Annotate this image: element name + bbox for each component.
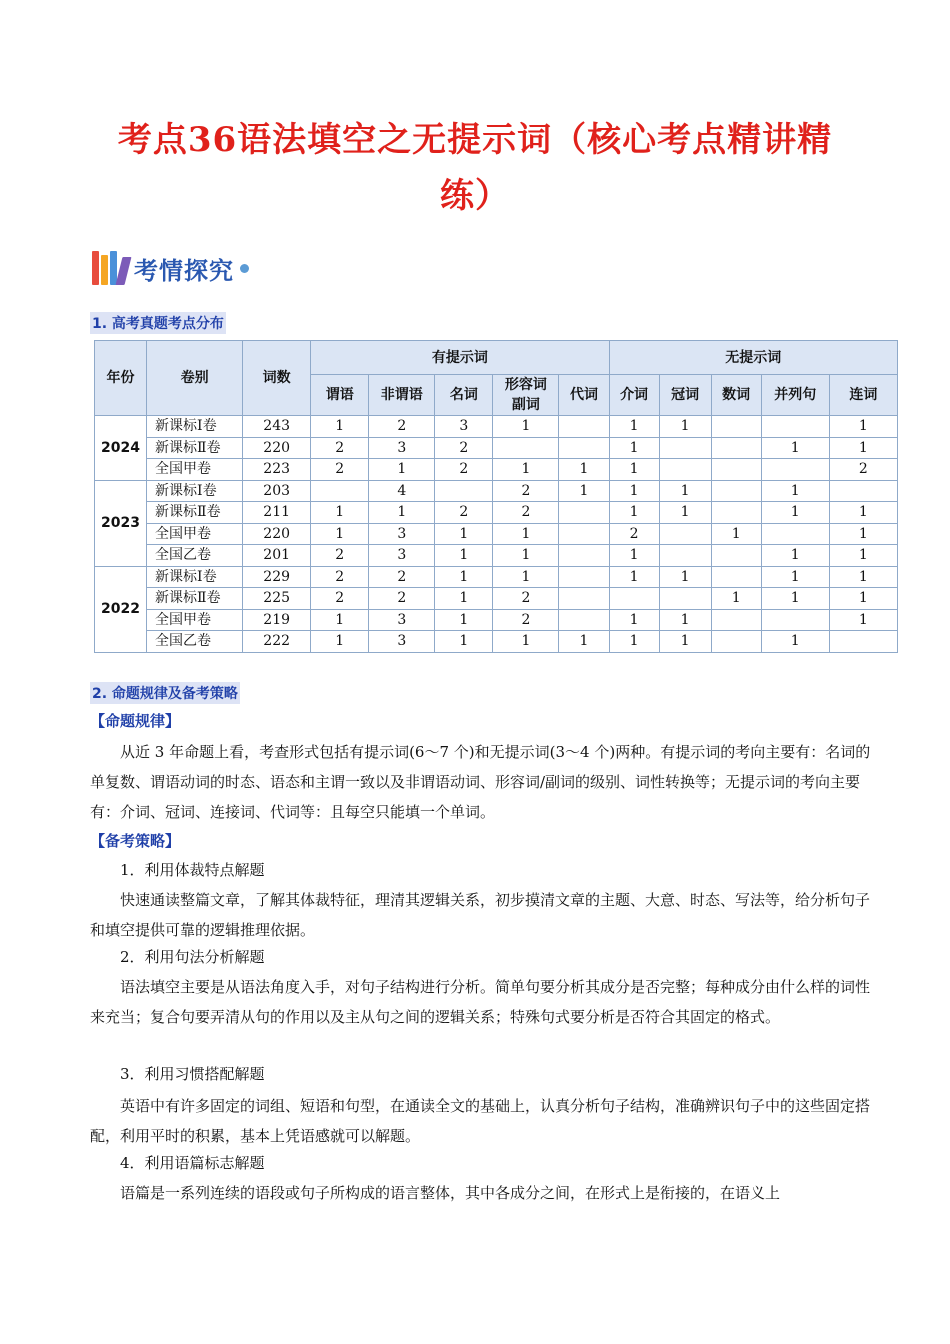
value-cell: 1 (311, 523, 369, 545)
value-cell: 1 (761, 545, 829, 567)
value-cell (659, 459, 711, 481)
value-cell: 1 (659, 609, 711, 631)
value-cell: 1 (559, 480, 609, 502)
value-cell: 2 (829, 459, 897, 481)
value-cell: 2 (493, 502, 559, 524)
strategy-1-text: 快速通读整篇文章，了解其体裁特征，理清其逻辑关系，初步摸清文章的主题、大意、时态、写法等，给分析句子和填空提供可靠的逻辑推理依据。 (90, 891, 871, 939)
count-cell: 229 (243, 566, 311, 588)
paper-cell: 全国甲卷 (147, 523, 243, 545)
count-cell: 225 (243, 588, 311, 610)
count-cell: 203 (243, 480, 311, 502)
strategy-4-text: 语篇是一系列连续的语段或句子所构成的语言整体，其中各成分之间，在形式上是衔接的，在语义上 (120, 1184, 781, 1202)
table-row (95, 588, 898, 610)
paper-cell: 新课标Ⅰ卷 (147, 566, 243, 588)
count-cell: 219 (243, 609, 311, 631)
header-hint-col: 名词 (435, 375, 493, 416)
value-cell: 2 (493, 588, 559, 610)
value-cell (711, 437, 761, 459)
value-cell: 1 (829, 545, 897, 567)
title-line-1: 考点36语法填空之无提示词（核心考点精讲精 (117, 120, 833, 160)
value-cell: 3 (369, 609, 435, 631)
value-cell (711, 545, 761, 567)
value-cell (559, 523, 609, 545)
value-cell: 3 (369, 631, 435, 653)
strategy-3-title: 3．利用习惯搭配解题 (120, 1065, 265, 1083)
page-title (60, 112, 890, 224)
value-cell: 1 (435, 588, 493, 610)
value-cell: 1 (609, 545, 659, 567)
value-cell: 1 (311, 502, 369, 524)
value-cell: 1 (435, 566, 493, 588)
header-hint-col: 谓语 (311, 375, 369, 416)
table-row (95, 459, 898, 481)
value-cell (311, 480, 369, 502)
value-cell (659, 523, 711, 545)
value-cell: 1 (829, 502, 897, 524)
value-cell (711, 609, 761, 631)
value-cell: 1 (609, 416, 659, 438)
value-cell: 2 (609, 523, 659, 545)
count-cell: 211 (243, 502, 311, 524)
header-count: 词数 (243, 341, 311, 416)
value-cell: 2 (435, 437, 493, 459)
value-cell: 1 (435, 609, 493, 631)
section-banner (92, 248, 249, 288)
paper-cell: 新课标Ⅰ卷 (147, 416, 243, 438)
book-spine (92, 251, 99, 285)
paper-cell: 新课标Ⅰ卷 (147, 480, 243, 502)
value-cell (761, 609, 829, 631)
value-cell (559, 609, 609, 631)
year-cell: 2024 (95, 416, 147, 481)
value-cell: 2 (311, 566, 369, 588)
table-row (95, 437, 898, 459)
value-cell: 1 (761, 631, 829, 653)
paper-cell: 全国乙卷 (147, 631, 243, 653)
table-row (95, 480, 898, 502)
count-cell: 243 (243, 416, 311, 438)
value-cell: 1 (711, 588, 761, 610)
table-row (95, 545, 898, 567)
value-cell: 1 (659, 566, 711, 588)
value-cell (435, 480, 493, 502)
value-cell: 1 (659, 416, 711, 438)
book-spine (116, 257, 132, 285)
value-cell: 1 (761, 480, 829, 502)
value-cell: 1 (761, 566, 829, 588)
header-hint-col: 代词 (559, 375, 609, 416)
value-cell (659, 545, 711, 567)
value-cell: 1 (493, 545, 559, 567)
value-cell: 1 (435, 523, 493, 545)
paper-cell: 新课标Ⅱ卷 (147, 502, 243, 524)
header-group-hint: 有提示词 (311, 341, 609, 375)
value-cell: 1 (829, 566, 897, 588)
value-cell: 2 (435, 459, 493, 481)
header-year: 年份 (95, 341, 147, 416)
value-cell (761, 459, 829, 481)
books-icon (92, 251, 130, 285)
value-cell: 1 (659, 631, 711, 653)
value-cell (609, 588, 659, 610)
header-nohint-col: 数词 (711, 375, 761, 416)
value-cell: 1 (761, 502, 829, 524)
value-cell: 1 (493, 523, 559, 545)
value-cell: 1 (559, 459, 609, 481)
book-spine (101, 255, 108, 285)
value-cell: 1 (829, 609, 897, 631)
value-cell (829, 631, 897, 653)
value-cell: 1 (435, 545, 493, 567)
count-cell: 223 (243, 459, 311, 481)
value-cell: 2 (311, 545, 369, 567)
value-cell: 1 (711, 523, 761, 545)
value-cell: 1 (493, 631, 559, 653)
value-cell: 1 (609, 566, 659, 588)
header-group-nohint: 无提示词 (609, 341, 897, 375)
banner-title: 考情探究 (134, 256, 234, 285)
paper-cell: 全国甲卷 (147, 609, 243, 631)
value-cell: 1 (761, 588, 829, 610)
value-cell: 2 (369, 416, 435, 438)
value-cell: 3 (435, 416, 493, 438)
value-cell: 2 (493, 609, 559, 631)
value-cell: 1 (435, 631, 493, 653)
value-cell: 1 (311, 416, 369, 438)
header-paper: 卷别 (147, 341, 243, 416)
value-cell (761, 523, 829, 545)
value-cell: 1 (559, 631, 609, 653)
value-cell (559, 437, 609, 459)
value-cell (829, 480, 897, 502)
value-cell: 1 (829, 437, 897, 459)
value-cell (659, 437, 711, 459)
section-1-heading: 1. 高考真题考点分布 (90, 312, 226, 334)
dot-icon (240, 264, 249, 273)
table-row (95, 523, 898, 545)
value-cell: 1 (311, 609, 369, 631)
paper-cell: 新课标Ⅱ卷 (147, 588, 243, 610)
value-cell: 1 (609, 480, 659, 502)
strategy-1-title: 1．利用体裁特点解题 (120, 861, 265, 879)
header-hint-col: 形容词副词 (493, 375, 559, 416)
value-cell: 1 (609, 631, 659, 653)
value-cell: 2 (311, 588, 369, 610)
value-cell (711, 480, 761, 502)
paper-cell: 新课标Ⅱ卷 (147, 437, 243, 459)
header-nohint-col: 并列句 (761, 375, 829, 416)
header-hint-col: 非谓语 (369, 375, 435, 416)
value-cell (493, 437, 559, 459)
value-cell: 1 (609, 502, 659, 524)
value-cell: 2 (311, 459, 369, 481)
value-cell: 1 (659, 502, 711, 524)
section-2-heading: 2. 命题规律及备考策略 (90, 682, 240, 704)
strategy-4-title: 4．利用语篇标志解题 (120, 1154, 265, 1172)
value-cell: 1 (311, 631, 369, 653)
year-cell: 2022 (95, 566, 147, 652)
paper-cell: 全国甲卷 (147, 459, 243, 481)
value-cell: 2 (369, 566, 435, 588)
value-cell: 1 (493, 416, 559, 438)
value-cell: 1 (609, 459, 659, 481)
header-nohint-col: 冠词 (659, 375, 711, 416)
value-cell (711, 416, 761, 438)
header-nohint-col: 介词 (609, 375, 659, 416)
value-cell (559, 566, 609, 588)
value-cell: 1 (609, 437, 659, 459)
value-cell (711, 566, 761, 588)
table-row (95, 502, 898, 524)
value-cell (559, 502, 609, 524)
value-cell: 2 (311, 437, 369, 459)
year-cell: 2023 (95, 480, 147, 566)
value-cell: 1 (659, 480, 711, 502)
count-cell: 201 (243, 545, 311, 567)
value-cell (711, 502, 761, 524)
count-cell: 220 (243, 437, 311, 459)
value-cell: 2 (493, 480, 559, 502)
strategy-2-text: 语法填空主要是从语法角度入手，对句子结构进行分析。简单句要分析其成分是否完整；每种成分由什么样的词性来充当；复合句要弄清从句的作用以及主从句之间的逻辑关系；特殊句式要分析是否符合其固定的格式。 (90, 978, 871, 1026)
value-cell: 3 (369, 437, 435, 459)
rule-paragraph: 从近 3 年命题上看，考查形式包括有提示词(6～7 个)和无提示词(3～4 个)两种。有提示词的考向主要有：名词的单复数、谓语动词的时态、语态和主谓一致以及非谓语动词、形容词/副词的级别、词性转换等；无提示词的考向主要有：介词、冠词、连接词、代词等：且每空只能填一个单词。 (90, 743, 871, 821)
value-cell: 1 (493, 566, 559, 588)
value-cell (659, 588, 711, 610)
rule-label: 【命题规律】 (90, 712, 181, 730)
strategy-label: 【备考策略】 (90, 832, 181, 850)
strategy-2-title: 2．利用句法分析解题 (120, 948, 265, 966)
value-cell (559, 588, 609, 610)
value-cell (761, 416, 829, 438)
header-nohint-col: 连词 (829, 375, 897, 416)
value-cell: 3 (369, 523, 435, 545)
value-cell: 2 (435, 502, 493, 524)
value-cell: 1 (829, 588, 897, 610)
value-cell: 1 (493, 459, 559, 481)
table-row (95, 609, 898, 631)
title-line-2: 练） (440, 176, 510, 216)
value-cell: 1 (369, 459, 435, 481)
value-cell: 1 (609, 609, 659, 631)
value-cell: 1 (829, 416, 897, 438)
value-cell: 1 (761, 437, 829, 459)
value-cell (559, 416, 609, 438)
value-cell: 1 (829, 523, 897, 545)
value-cell: 2 (369, 588, 435, 610)
table-row (95, 631, 898, 653)
value-cell: 1 (369, 502, 435, 524)
value-cell: 4 (369, 480, 435, 502)
value-cell (711, 631, 761, 653)
value-cell (559, 545, 609, 567)
value-cell: 3 (369, 545, 435, 567)
exam-distribution-table (94, 340, 898, 653)
paper-cell: 全国乙卷 (147, 545, 243, 567)
value-cell (711, 459, 761, 481)
count-cell: 220 (243, 523, 311, 545)
table-row (95, 566, 898, 588)
count-cell: 222 (243, 631, 311, 653)
table-row (95, 416, 898, 438)
strategy-3-text: 英语中有许多固定的词组、短语和句型，在通读全文的基础上，认真分析句子结构，准确辨识句子中的这些固定搭配，利用平时的积累，基本上凭语感就可以解题。 (90, 1097, 871, 1145)
